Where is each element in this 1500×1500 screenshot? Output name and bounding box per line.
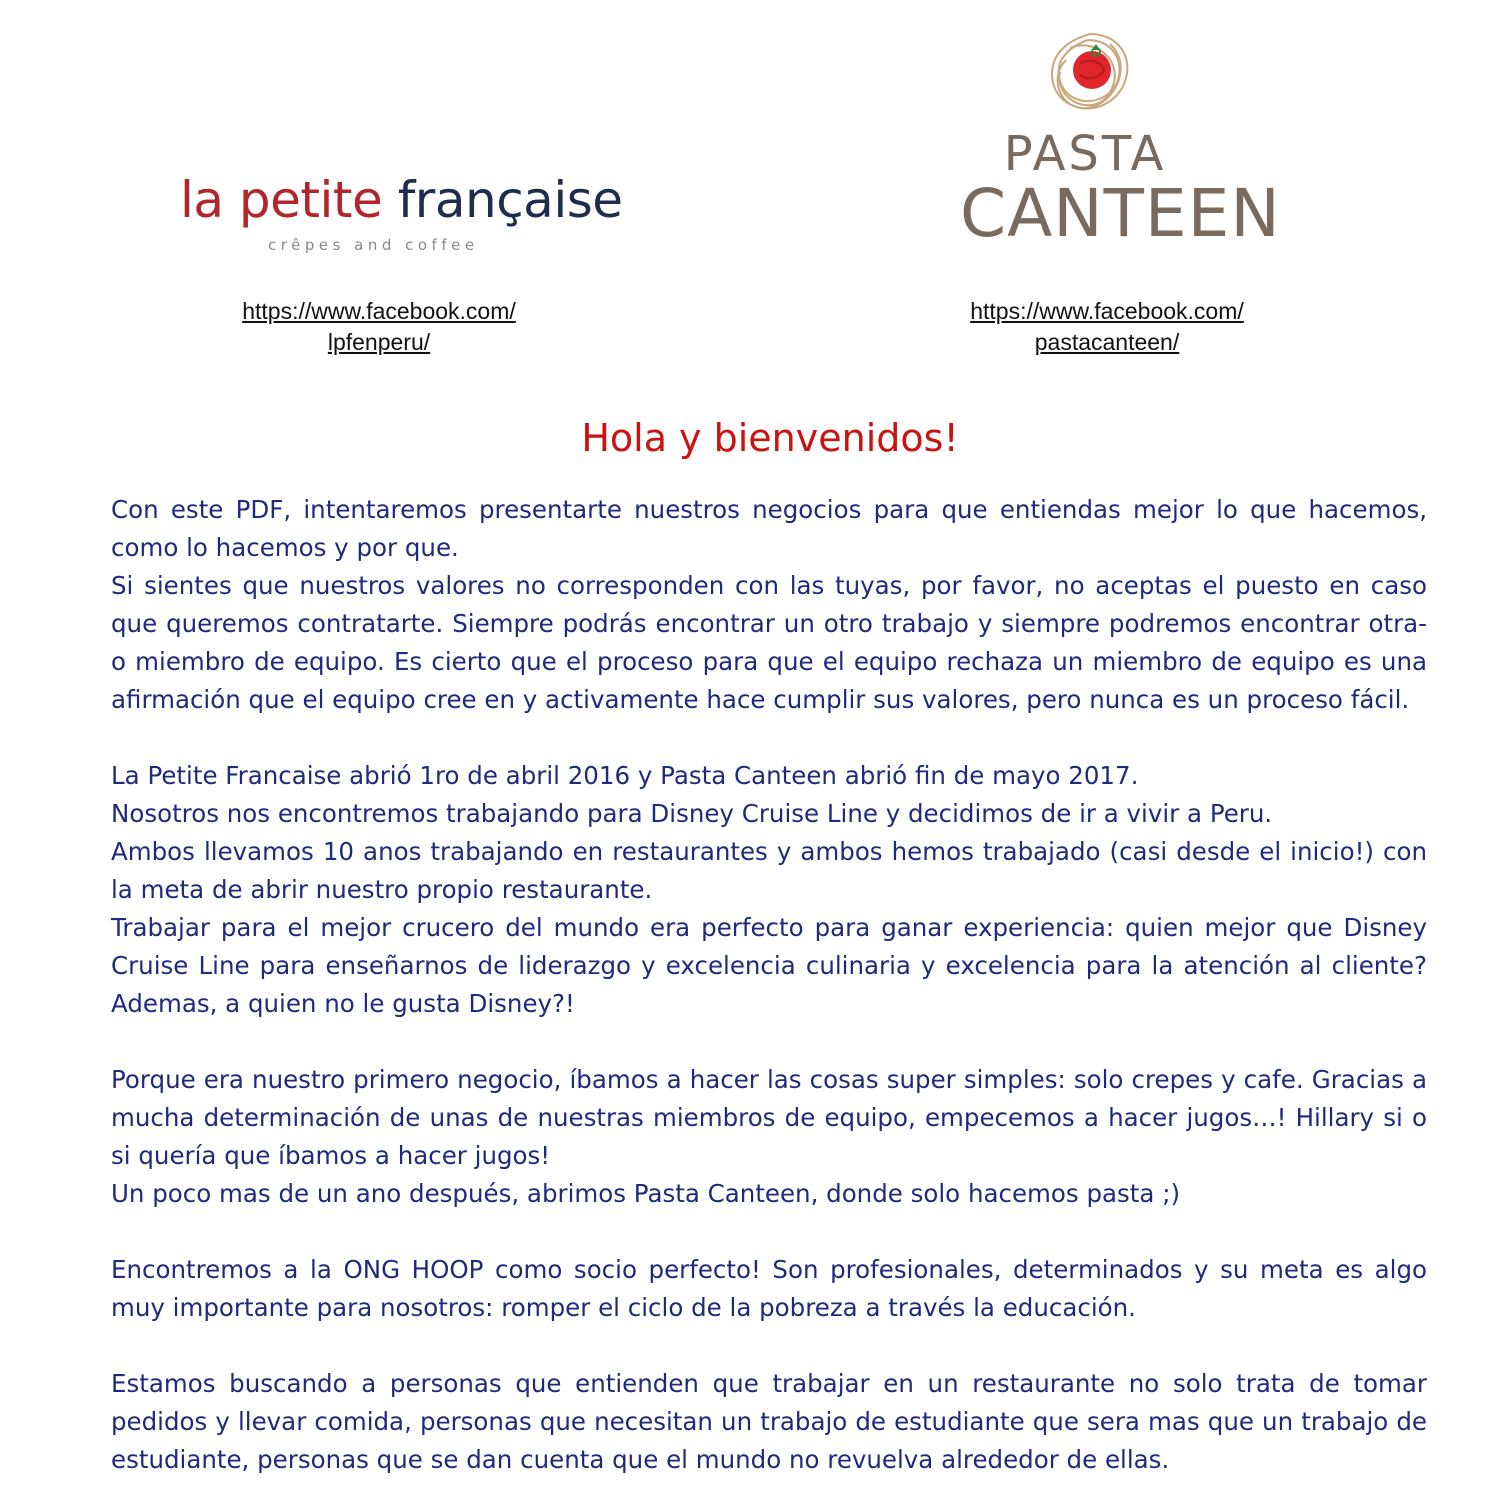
paragraph-spacer [111, 1327, 1427, 1365]
paragraph-spacer [111, 1213, 1427, 1251]
paragraph-experience: Ambos llevamos 10 anos trabajando en restaurantes y ambos hemos trabajado (casi desde el inicio!) con la meta de abrir nuestro propio restaurante. [111, 837, 1427, 904]
pasta-canteen-facebook-link-line2[interactable]: pastacanteen/ [1034, 329, 1180, 355]
pasta-canteen-word1: PASTA [1003, 126, 1167, 182]
document-body [111, 491, 1427, 1479]
page-title: Hola y bienvenidos! [581, 416, 959, 460]
pasta-canteen-word2: CANTEEN [960, 175, 1281, 252]
paragraph-cruise: Trabajar para el mejor crucero del mundo era perfecto para ganar experiencia: quien mejor que Disney Cruise Line para enseñarnos de liderazgo y excelencia culinaria y excelencia para la atención al cliente? Ademas, a quien no le gusta Disney?! [111, 913, 1427, 1018]
paragraph-spacer [111, 1023, 1427, 1061]
paragraph-values: Si sientes que nuestros valores no corresponden con las tuyas, por favor, no aceptas el puesto en caso que queremos contratarte. Siempre podrás encontrar un otro trabajo y siempre podremos encontrar otra-o miembro de equipo. Es cierto que el proceso para que el equipo rechaza un miembro de equipo es una afirmación que el equipo cree en y activamente hace cumplir sus valores, pero nunca es un proceso fácil. [111, 571, 1427, 714]
pasta-canteen-logo [960, 28, 1281, 258]
lpf-facebook-link-line1[interactable]: https://www.facebook.com/ [242, 298, 516, 324]
pasta-canteen-facebook-link[interactable] [942, 296, 1272, 358]
la-petite-francaise-logo [172, 160, 623, 270]
paragraph-disney: Nosotros nos encontremos trabajando para Disney Cruise Line y decidimos de ir a vivir a Peru. [111, 799, 1273, 828]
lpf-logo-part1: la petite [180, 171, 383, 229]
paragraph-opening-dates: La Petite Francaise abrió 1ro de abril 2016 y Pasta Canteen abrió fin de mayo 2017. [111, 761, 1139, 790]
paragraph-first-business: Porque era nuestro primero negocio, íbamos a hacer las cosas super simples: solo crepes y cafe. Gracias a mucha determinación de unas de nuestras miembros de equipo, empecemos a hacer jugos…! Hillary si o si quería que íbamos a hacer jugos! [111, 1065, 1427, 1170]
paragraph-pasta-canteen: Un poco mas de un ano después, abrimos Pasta Canteen, donde solo hacemos pasta ;) [111, 1179, 1181, 1208]
pasta-bowl-icon [1040, 28, 1140, 118]
paragraph-spacer [111, 719, 1427, 757]
lpf-logo-wordmark [180, 160, 623, 240]
paragraph-looking-for: Estamos buscando a personas que entienden que trabajar en un restaurante no solo trata de tomar pedidos y llevar comida, personas que necesitan un trabajo de estudiante que sera mas que un trabajo de estudiante, personas que se dan cuenta que el mundo no revuelva alrededor de ellas. [111, 1369, 1427, 1474]
lpf-facebook-link[interactable] [214, 296, 544, 358]
lpf-logo-tagline: crêpes and coffee [268, 236, 479, 254]
pasta-canteen-facebook-link-line1[interactable]: https://www.facebook.com/ [970, 298, 1244, 324]
paragraph-hoop: Encontremos a la ONG HOOP como socio perfecto! Son profesionales, determinados y su meta es algo muy importante para nosotros: romper el ciclo de la pobreza a través la educación. [111, 1255, 1427, 1322]
lpf-facebook-link-line2[interactable]: lpfenperu/ [327, 329, 431, 355]
lpf-logo-part2: française [397, 171, 623, 229]
paragraph-intro: Con este PDF, intentaremos presentarte nuestros negocios para que entiendas mejor lo que hacemos, como lo hacemos y por que. [111, 495, 1427, 562]
